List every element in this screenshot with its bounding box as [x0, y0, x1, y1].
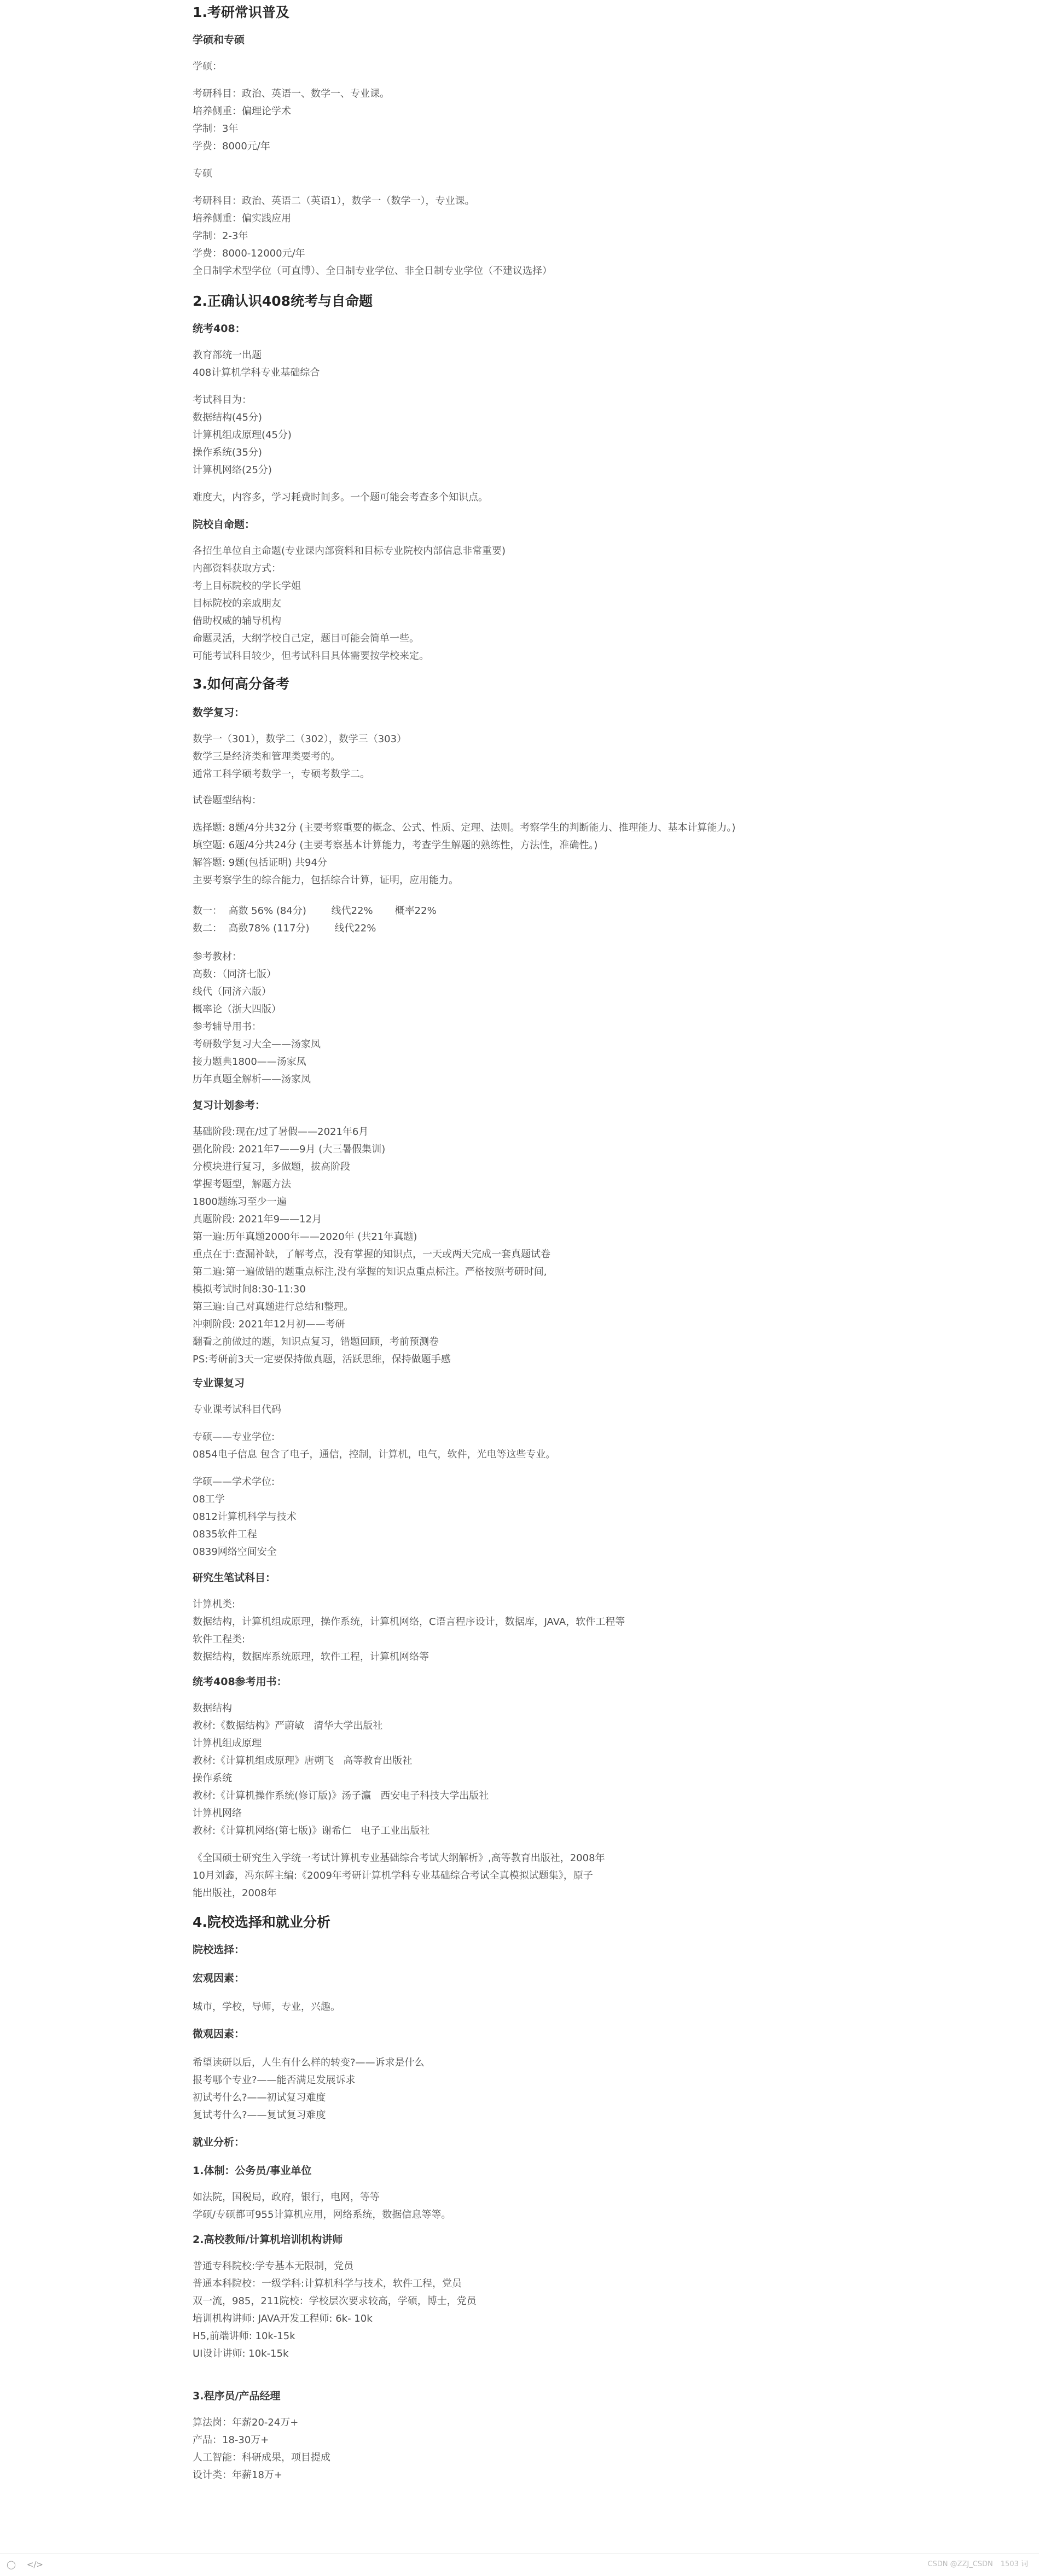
paragraph: 数据结构 教材:《数据结构》严蔚敏 清华大学出版社 计算机组成原理 教材:《计算机组成原理》唐朔飞 高等教育出版社 操作系统 教材:《计算机操作系统(修订版)》汤子瀛 西安电子科技大学出版社 计算机网络 教材:《计算机网络(第七版)》谢希仁 电子工业出版社: [193, 1703, 489, 1837]
paragraph: 难度大，内容多，学习耗费时间多。一个题可能会考查多个知识点。: [193, 492, 488, 503]
footer-left-tools: [7, 2559, 43, 2570]
heading: 2.正确认识408统考与自命题: [193, 293, 373, 309]
heading: 数学复习：: [193, 707, 245, 719]
paragraph: 各招生单位自主命题(专业课内部资料和目标专业院校内部信息非常重要) 内部资料获取方式： 考上目标院校的学长学姐 目标院校的亲戚朋友 借助权威的辅导机构 命题灵活，大纲学校自己定，题目可能会简单一些。 可能考试科目较少，但考试科目具体需要按学校来定。: [193, 545, 506, 662]
paragraph: 数学一（301），数学二（302），数学三（303） 数学三是经济类和管理类要考的。 通常工科学硕考数学一，专硕考数学二。: [193, 733, 407, 780]
paragraph: 数一： 高数 56% (84分) 线代22% 概率22% 数二： 高数78% (117分) 线代22%: [193, 905, 437, 934]
heading: 就业分析：: [193, 2136, 245, 2148]
heading: 复习计划参考：: [193, 1099, 266, 1111]
word-count: 1503 词: [1000, 2560, 1028, 2568]
paragraph: 如法院，国税局，政府，银行，电网，等等 学硕/专硕都可955计算机应用，网络系统，数据信息等等。: [193, 2192, 451, 2221]
paragraph: 考研科目：政治、英语一、数学一、专业课。 培养侧重：偏理论学术 学制：3年 学费：8000元/年: [193, 88, 390, 152]
heading: 统考408：: [193, 323, 246, 335]
paragraph: 专硕: [193, 168, 212, 179]
heading: 院校选择：: [193, 1944, 245, 1956]
paragraph: 基础阶段:现在/过了暑假——2021年6月 强化阶段: 2021年7——9月 (大三暑假集训) 分模块进行复习，多做题，拔高阶段 掌握考题型，解题方法 1800题练习至少一遍 真题阶段: 2021年9——12月 第一遍:历年真题2000年——2020年 (共21年真题) 重点在于:查漏补缺，了解考点，没有掌握的知识点，一天或两天完成一套真题试卷 第二遍:第一遍做错的题重点标注,没有掌握的知识点重点标注。严格按照考研时间, 模拟考试时间8:30-11:30 第三遍:自己对真题进行总结和整理。 冲刺阶段: 2021年12月初——考研 翻看之前做过的题，知识点复习，错题回顾，考前预测卷 PS:考研前3天一定要保持做真题，活跃思维，保持做题手感: [193, 1126, 551, 1365]
code-icon[interactable]: </>: [26, 2560, 43, 2569]
heading: 3.程序员/产品经理: [193, 2390, 281, 2402]
paragraph: 教育部统一出题 408计算机学科专业基础综合: [193, 349, 320, 378]
heading: 院校自命题：: [193, 518, 256, 531]
paragraph: 选择题: 8题/4分共32分 (主要考察重要的概念、公式、性质、定理、法则。考察学生的判断能力、推理能力、基本计算能力。) 填空题: 6题/4分共24分 (主要考察基本计算能力，考查学生解题的熟练性，方法性，准确性。) 解答题: 9题(包括证明) 共94分 主要考察学生的综合能力，包括综合计算，证明，应用能力。: [193, 822, 736, 886]
heading: 学硕和专硕: [193, 34, 245, 46]
heading: 1.体制：公务员/事业单位: [193, 2165, 312, 2177]
paragraph: 计算机类: 数据结构，计算机组成原理，操作系统，计算机网络，C语言程序设计，数据库，JAVA，软件工程等 软件工程类: 数据结构，数据库系统原理，软件工程，计算机网络等: [193, 1599, 625, 1663]
circle-icon[interactable]: ◯: [7, 2560, 16, 2569]
status-bar: [0, 2553, 1039, 2576]
heading: 宏观因素：: [193, 1972, 245, 1984]
paragraph: 试卷题型结构：: [193, 795, 262, 806]
heading: 4.院校选择和就业分析: [193, 1914, 330, 1930]
heading: 统考408参考用书：: [193, 1676, 287, 1688]
paragraph: 考研科目：政治、英语二（英语1），数学一（数学一），专业课。 培养侧重：偏实践应用 学制：2-3年 学费：8000-12000元/年 全日制学术型学位（可直博）、全日制专业学位、非全日制专业学位（不建议选择）: [193, 195, 552, 277]
heading: 研究生笔试科目：: [193, 1572, 276, 1584]
heading: 2.高校教师/计算机培训机构讲师: [193, 2234, 343, 2246]
paragraph: 考试科目为： 数据结构(45分) 计算机组成原理(45分) 操作系统(35分) 计算机网络(25分): [193, 394, 292, 476]
paragraph: 学硕：: [193, 61, 222, 72]
paragraph: 算法岗：年薪20-24万+ 产品：18-30万+ 人工智能：科研成果，项目提成 设计类：年薪18万+: [193, 2417, 330, 2481]
watermark-text: CSDN @ZZJ_CSDN: [927, 2560, 993, 2568]
paragraph: 城市，学校，导师，专业，兴趣。: [193, 2001, 340, 2013]
paragraph: 参考教材： 高数：（同济七版） 线代（同济六版） 概率论（浙大四版） 参考辅导用书： 考研数学复习大全——汤家凤 接力题典1800——汤家凤 历年真题全解析——汤家凤: [193, 951, 321, 1085]
heading: 1.考研常识普及: [193, 4, 289, 20]
heading: 3.如何高分备考: [193, 676, 289, 692]
paragraph: 希望读研以后，人生有什么样的转变?——诉求是什么 报考哪个专业?——能否满足发展诉求 初试考什么?——初试复习难度 复试考什么?——复试复习难度: [193, 2057, 425, 2121]
heading: 专业课复习: [193, 1377, 245, 1389]
heading: 微观因素：: [193, 2028, 245, 2040]
paragraph: 专硕——专业学位: 0854电子信息 包含了电子，通信，控制，计算机，电气，软件，光电等这些专业。: [193, 1431, 556, 1460]
paragraph: 学硕——学术学位: 08工学 0812计算机科学与技术 0835软件工程 0839网络空间安全: [193, 1476, 297, 1558]
footer-right-info: [927, 2559, 1028, 2570]
paragraph: 普通专科院校:学专基本无限制，党员 普通本科院校：一级学科:计算机科学与技术，软件工程，党员 双一流，985，211院校：学校层次要求较高，学硕，博士，党员 培训机构讲师: JAVA开发工程师: 6k- 10k H5,前端讲师: 10k-15k UI设计讲师: 10k-15k: [193, 2260, 477, 2359]
paragraph: 《全国硕士研究生入学统一考试计算机专业基础综合考试大纲解析》,高等教育出版社，2008年 10月刘鑫，冯东辉主编:《2009年考研计算机学科专业基础综合考试全真模拟试题集》，原子 能出版社，2008年: [193, 1852, 605, 1899]
paragraph: 专业课考试科目代码: [193, 1404, 281, 1415]
